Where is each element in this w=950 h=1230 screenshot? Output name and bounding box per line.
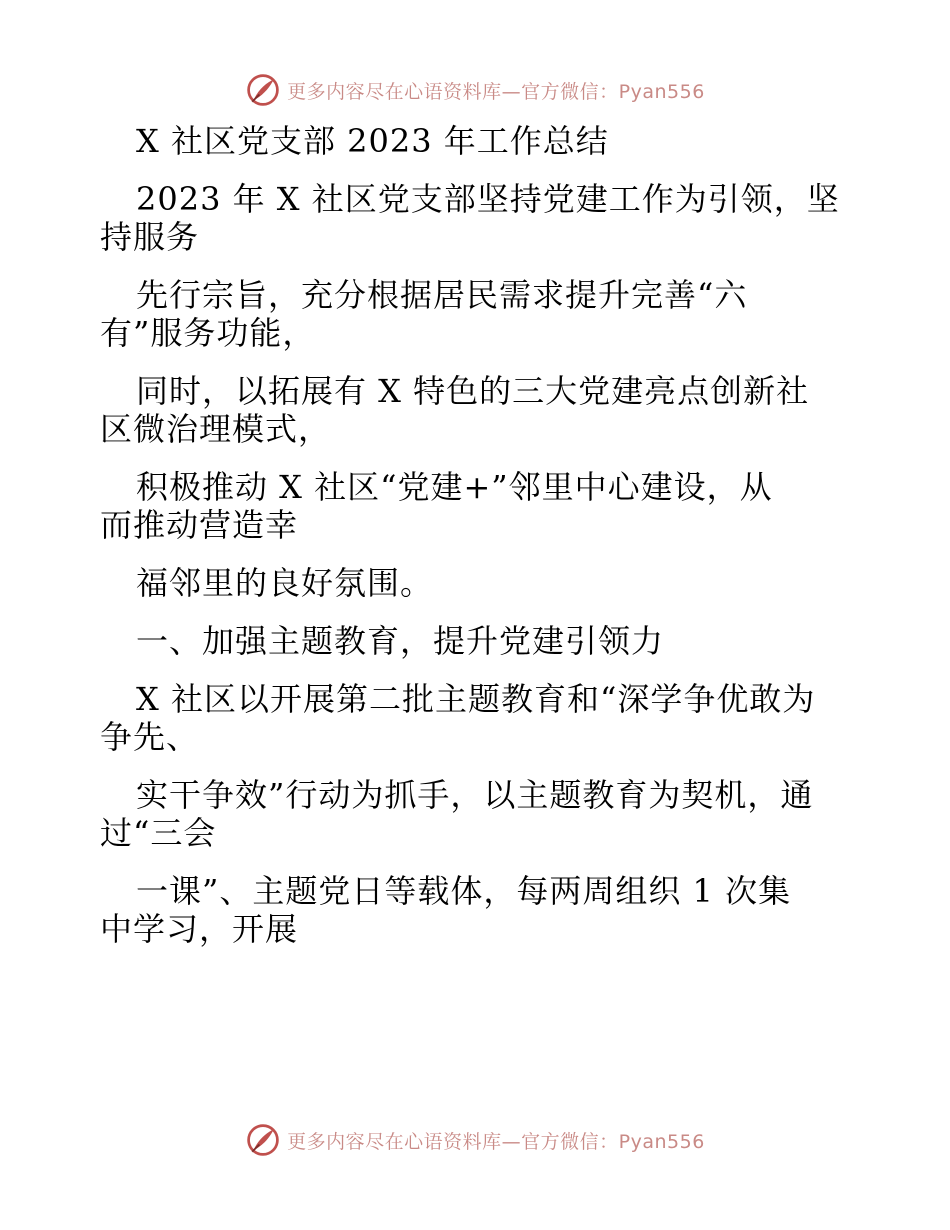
paragraph-7 [100, 872, 860, 948]
text-line: 一课”、主题党日等载体，每两周组织 1 次集 [136, 872, 792, 910]
paragraph-4 [100, 468, 860, 544]
section-heading: 一、加强主题教育，提升党建引领力 [136, 622, 665, 660]
header-watermark [0, 70, 950, 110]
text-line: 积极推动 X 社区“党建+”邻里中心建设，从 [136, 468, 773, 506]
text-line: 区微治理模式， [100, 410, 332, 448]
text-line: 而推动营造幸 [100, 506, 299, 544]
text-line: 有”服务功能， [100, 314, 316, 352]
text-line: 先行宗旨，充分根据居民需求提升完善“六 [136, 276, 748, 314]
paragraph-1 [100, 180, 860, 256]
paragraph-6 [100, 776, 860, 852]
paragraph-5 [100, 680, 860, 756]
paragraph-2 [100, 276, 860, 352]
header-watermark-text: 更多内容尽在心语资料库—官方微信：Pyan556 [287, 80, 705, 103]
text-line: X 社区以开展第二批主题教育和“深学争优敢为 [136, 680, 816, 718]
text-line: 中学习，开展 [100, 910, 299, 948]
document-body [100, 122, 860, 968]
text-line: 同时，以拓展有 X 特色的三大党建亮点创新社 [136, 372, 810, 410]
paragraph-3 [100, 372, 860, 448]
text-line: 过“三会 [100, 814, 217, 852]
footer-watermark-text: 更多内容尽在心语资料库—官方微信：Pyan556 [287, 1130, 705, 1153]
feather-quill-logo-icon [245, 72, 281, 108]
text-line: 2023 年 X 社区党支部坚持党建工作为引领，坚 [136, 180, 840, 218]
text-line: 实干争效”行动为抓手，以主题教育为契机，通 [136, 776, 814, 814]
footer-watermark [0, 1120, 950, 1160]
text-line: 争先、 [100, 718, 200, 756]
document-title: X 社区党支部 2023 年工作总结 [136, 122, 609, 160]
feather-quill-logo-icon [245, 1122, 281, 1158]
text-line: 持服务 [100, 218, 200, 256]
text-line: 福邻里的良好氛围。 [136, 564, 434, 602]
